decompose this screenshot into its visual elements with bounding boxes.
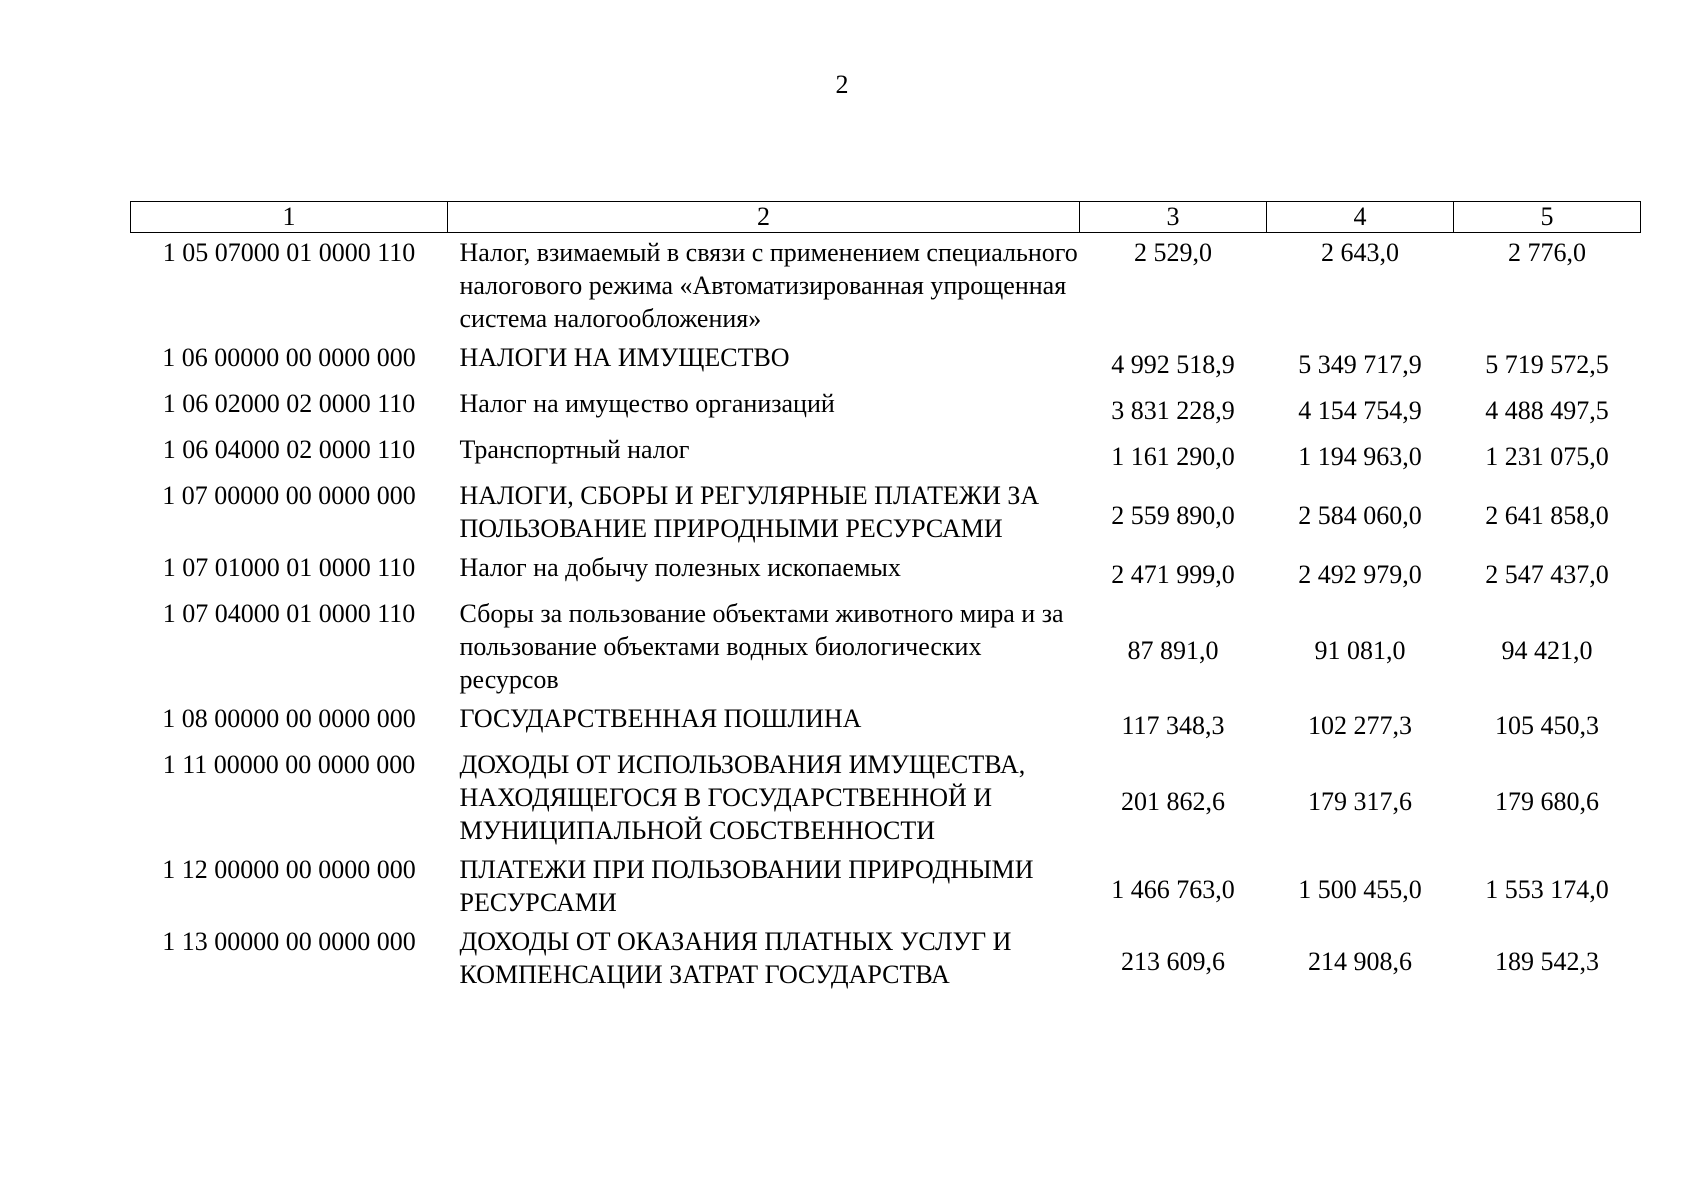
header-col-2: 2 [448, 202, 1080, 233]
row-value-col5: 1 231 075,0 [1485, 442, 1609, 471]
row-name: Сборы за пользование объектами животного мира и за пользование объектами водных биологических ресурсов [459, 599, 1064, 694]
row-name: ПЛАТЕЖИ ПРИ ПОЛЬЗОВАНИИ ПРИРОДНЫМИ РЕСУРСАМИ [459, 855, 1034, 917]
row-code: 1 07 04000 01 0000 110 [162, 599, 416, 628]
table-row [131, 430, 1641, 476]
row-value-col4: 5 349 717,9 [1298, 350, 1422, 379]
row-value-col5: 189 542,3 [1495, 947, 1599, 976]
row-value-col4: 102 277,3 [1308, 711, 1412, 740]
table-row [131, 745, 1641, 850]
row-value-col3: 213 609,6 [1121, 947, 1225, 976]
row-name: ДОХОДЫ ОТ ИСПОЛЬЗОВАНИЯ ИМУЩЕСТВА, НАХОДЯЩЕГОСЯ В ГОСУДАРСТВЕННОЙ И МУНИЦИПАЛЬНОЙ СОБСТВЕННОСТИ [459, 750, 1026, 845]
row-code: 1 06 04000 02 0000 110 [162, 435, 416, 464]
header-col-1: 1 [131, 202, 448, 233]
page-number: 2 [835, 70, 849, 99]
table-row [131, 233, 1641, 339]
row-value-col5: 94 421,0 [1501, 635, 1593, 665]
header-col-4: 4 [1267, 202, 1454, 233]
row-value-col3: 201 862,6 [1121, 786, 1225, 816]
row-value-col4: 179 317,6 [1308, 786, 1412, 816]
table-row [131, 476, 1641, 548]
row-code: 1 12 00000 00 0000 000 [162, 855, 416, 884]
row-code: 1 13 00000 00 0000 000 [162, 927, 416, 956]
row-value-col4: 1 194 963,0 [1298, 442, 1422, 471]
row-name: НАЛОГИ, СБОРЫ И РЕГУЛЯРНЫЕ ПЛАТЕЖИ ЗА ПОЛЬЗОВАНИЕ ПРИРОДНЫМИ РЕСУРСАМИ [459, 481, 1040, 543]
row-code: 1 06 00000 00 0000 000 [162, 343, 416, 372]
row-name: Транспортный налог [459, 435, 690, 464]
header-col-3: 3 [1080, 202, 1267, 233]
row-value-col5: 105 450,3 [1495, 711, 1599, 740]
table-row [131, 548, 1641, 594]
row-value-col4: 2 584 060,0 [1298, 501, 1422, 530]
row-value-col4: 91 081,0 [1314, 635, 1406, 665]
header-row [131, 202, 1641, 233]
row-value-col3: 4 992 518,9 [1111, 350, 1235, 379]
row-value-col3: 117 348,3 [1121, 711, 1225, 740]
row-value-col5: 2 547 437,0 [1485, 560, 1609, 589]
table-body [131, 233, 1641, 995]
row-code: 1 07 01000 01 0000 110 [162, 553, 416, 582]
table-row [131, 594, 1641, 699]
row-name: Налог на имущество организаций [459, 389, 835, 418]
row-value-col4: 214 908,6 [1308, 947, 1412, 976]
row-value-col5: 4 488 497,5 [1485, 396, 1609, 425]
row-value-col5: 1 553 174,0 [1485, 875, 1609, 904]
row-value-col4: 2 492 979,0 [1298, 560, 1422, 589]
row-value-col3: 2 471 999,0 [1111, 560, 1235, 589]
row-code: 1 08 00000 00 0000 000 [162, 704, 416, 733]
row-code: 1 11 00000 00 0000 000 [162, 750, 416, 779]
row-value-col3: 2 559 890,0 [1111, 501, 1235, 530]
row-code: 1 05 07000 01 0000 110 [162, 238, 416, 267]
row-name: ГОСУДАРСТВЕННАЯ ПОШЛИНА [459, 704, 862, 733]
table-row [131, 384, 1641, 430]
table-row [131, 699, 1641, 745]
row-value-col3: 2 529,0 [1134, 238, 1212, 267]
row-value-col4: 1 500 455,0 [1298, 875, 1422, 904]
row-value-col4: 2 643,0 [1321, 238, 1399, 267]
row-value-col3: 1 161 290,0 [1111, 442, 1235, 471]
header-col-5: 5 [1454, 202, 1641, 233]
row-code: 1 07 00000 00 0000 000 [162, 481, 416, 510]
row-name: ДОХОДЫ ОТ ОКАЗАНИЯ ПЛАТНЫХ УСЛУГ И КОМПЕНСАЦИИ ЗАТРАТ ГОСУДАРСТВА [459, 927, 1012, 989]
row-value-col5: 5 719 572,5 [1485, 350, 1609, 379]
row-value-col3: 3 831 228,9 [1111, 396, 1235, 425]
revenue-table [130, 201, 1641, 994]
table-header [131, 202, 1641, 233]
table-row [131, 850, 1641, 922]
row-code: 1 06 02000 02 0000 110 [162, 389, 416, 418]
row-name: НАЛОГИ НА ИМУЩЕСТВО [459, 343, 790, 372]
row-value-col3: 87 891,0 [1127, 635, 1219, 665]
row-value-col3: 1 466 763,0 [1111, 875, 1235, 904]
row-name: Налог на добычу полезных ископаемых [459, 553, 901, 582]
row-value-col4: 4 154 754,9 [1298, 396, 1422, 425]
row-value-col5: 2 776,0 [1508, 238, 1586, 267]
table-row [131, 338, 1641, 384]
row-name: Налог, взимаемый в связи с применением специального налогового режима «Автоматизированная упрощенная система налогообложения» [459, 238, 1078, 333]
row-value-col5: 2 641 858,0 [1485, 501, 1609, 530]
row-value-col5: 179 680,6 [1495, 786, 1599, 816]
table-row [131, 922, 1641, 994]
